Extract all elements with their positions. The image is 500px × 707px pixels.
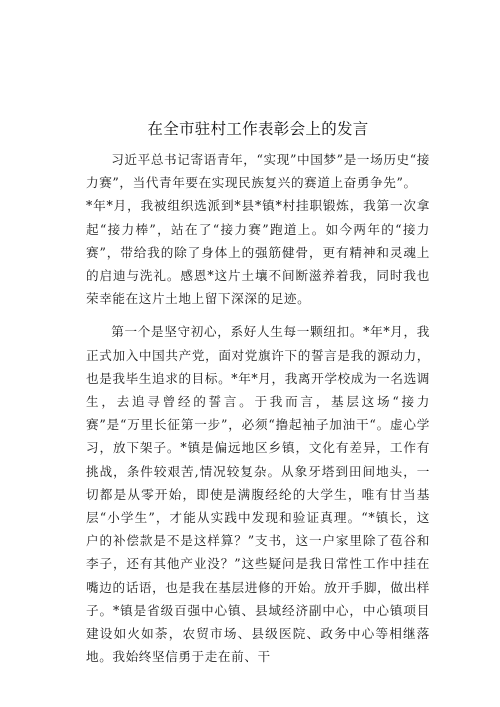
- paragraph-2: *年*月，我被组织选派到*县*镇*村挂职锻炼，我第一次拿起“接力棒”，站在了“接力赛”跑道上。如今两年的“接力赛”，带给我的除了身体上的强筋健骨，更有精神和灵魂上的启迪与洗礼。感恩*这片土壤不间断滋养着我，同时我也荣幸能在这片土地上留下深深的足迹。: [86, 198, 430, 307]
- paragraph-3: 第一个是坚守初心，系好人生每一颗纽扣。*年*月，我正式加入中国共产党，面对党旗许下的誓言是我的源动力，也是我毕生追求的目标。*年*月，我离开学校成为一名选调生，去追寻曾经的誓言。于我而言，基层这场“接力赛”是“万里长征第一步”，必须“撸起袖子加油干“。虚心学习，放下架子。*镇是偏远地区乡镇，文化有差异，工作有挑战，条件较艰苦,情况较复杂。从象牙塔到田间地头，一切都是从零开始，即使是满腹经纶的大学生，唯有甘当基层“小学生”，才能从实践中发现和验证真理。“*镇长，这户的补偿款是不是这样算？”支书，这一户家里除了苞谷和李子，还有其他产业没？”这些疑问是我日常性工作中挂在嘴边的话语，也是我在基层进修的开始。放开手脚，做出样子。*镇是省级百强中心镇、县域经济副中心，中心镇项目建设如火如荼，农贸市场、县级医院、政务中心等相继落地。我始终坚信勇于走在前、干: [86, 324, 430, 665]
- paragraph-spacer: [86, 310, 430, 320]
- paragraph-1: 习近平总书记寄语青年，“实现”中国梦”是一场历史“接力赛”，当代青年要在实现民族复兴的赛道上奋勇争先”。: [86, 152, 430, 191]
- document-title: 在全市驻村工作表彰会上的发言: [147, 120, 369, 138]
